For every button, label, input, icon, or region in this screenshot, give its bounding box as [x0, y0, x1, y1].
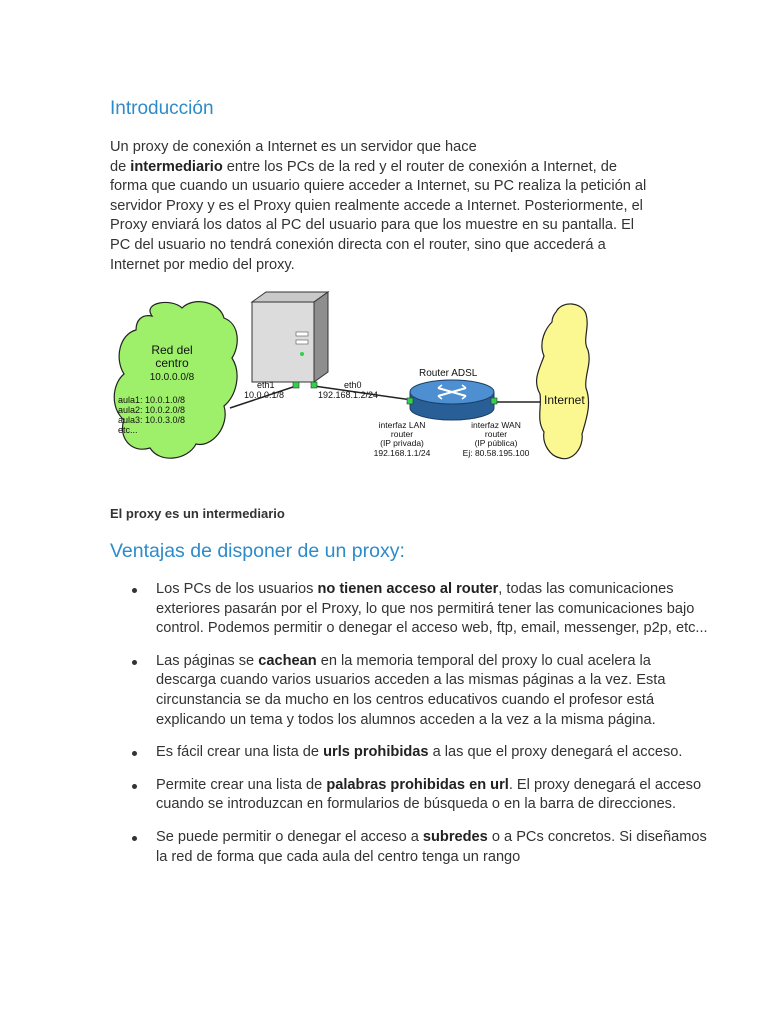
advantages-list — [110, 580, 711, 880]
eth0-name: eth0 — [344, 380, 362, 390]
intro-bold-term: intermediario — [130, 158, 223, 175]
internet-label: Internet — [544, 393, 585, 407]
item-bold: subredes — [422, 828, 488, 845]
intro-rest: entre los PCs de la red y el router de conexión a Internet, de forma que cuando un usuario quiere acceder a Internet, su PC realiza la petición al servidor Proxy y es el Proxy quien realmente accede a Internet. Posteriormente, el Proxy enviará los datos al PC del usuario para que los muestre en su pantalla. El PC del usuario no tendrá conexión directa con el router, sino que accederá a Internet por medio del proxy. — [110, 158, 647, 273]
item-bold: no tienen acceso al router — [317, 581, 499, 597]
lan-port — [407, 398, 413, 404]
router-label: Router ADSL — [419, 368, 478, 379]
cloud-etc: etc... — [118, 425, 138, 435]
list-item — [156, 828, 711, 867]
item-pre: Se puede permitir o denegar el acceso a — [156, 828, 423, 845]
list-item — [156, 776, 711, 815]
wan-line2: router — [484, 429, 508, 439]
item-pre: Los PCs de los usuarios — [156, 581, 318, 597]
bullet-icon — [132, 751, 137, 756]
cloud-aula2: aula2: 10.0.2.0/8 — [118, 405, 186, 415]
intro-line1: Un proxy de conexión a Internet es un servidor que hace — [110, 139, 477, 155]
bullet-icon — [132, 836, 137, 841]
section-title-introduccion: Introducción — [110, 98, 214, 119]
lan-line1: interfaz LAN — [378, 420, 426, 430]
list-item — [156, 743, 711, 763]
item-bold: palabras prohibidas en url — [326, 776, 509, 793]
lan-line3: (IP privada) — [380, 438, 424, 448]
item-post: . El proxy denegará el acceso cuando se introduzcan en formularios de búsqueda o en la barra de direcciones. — [156, 776, 702, 813]
cloud-aula3: aula3: 10.0.3.0/8 — [118, 415, 186, 425]
wan-line4: Ej: 80.58.195.100 — [462, 448, 530, 458]
item-post: o a PCs concretos. Si diseñamos la red de forma que cada aula del centro tenga un rango — [156, 828, 707, 865]
item-bold: cachean — [258, 652, 317, 669]
item-bold: urls prohibidas — [323, 744, 429, 761]
lan-line4: 192.168.1.1/24 — [373, 448, 431, 458]
wan-line1: interfaz WAN — [471, 420, 521, 430]
intro-pre: de — [110, 158, 131, 175]
cloud-aula1: aula1: 10.0.1.0/8 — [118, 395, 186, 405]
bullet-icon — [132, 660, 137, 665]
item-pre: Es fácil crear una lista de — [156, 744, 324, 761]
eth1-port — [293, 382, 299, 388]
item-pre: Las páginas se — [156, 652, 259, 669]
bullet-icon — [132, 784, 137, 789]
router-icon — [410, 380, 494, 420]
section-title-ventajas: Ventajas de disponer de un proxy: — [110, 540, 405, 562]
proxy-network-diagram — [112, 288, 592, 488]
bullet-icon — [132, 588, 137, 593]
item-pre: Permite crear una lista de — [156, 776, 327, 793]
cloud-title-1: Red del — [151, 343, 193, 357]
eth0-port — [311, 382, 317, 388]
cloud-network: 10.0.0.0/8 — [149, 372, 195, 383]
wan-line3: (IP pública) — [474, 438, 518, 448]
proxy-server-icon — [252, 292, 328, 382]
list-item — [156, 652, 711, 730]
item-post: a las que el proxy denegará el acceso. — [428, 744, 683, 761]
lan-line2: router — [390, 429, 414, 439]
cloud-title-2: centro — [155, 356, 189, 370]
intro-paragraph — [110, 138, 658, 275]
eth1-name: eth1 — [257, 380, 275, 390]
eth0-ip: 192.168.1.2/24 — [318, 390, 379, 400]
item-post: en la memoria temporal del proxy lo cual acelera la descarga cuando varios usuarios acceden a las mismas páginas a la vez. Esta circunstancia se da mucho en los centros educativos cuando el profesor está explicando un tema y todos los alumnos acceden a la vez a la misma página. — [156, 652, 666, 728]
item-post: , todas las comunicaciones exteriores pasarán por el Proxy, lo que nos permitirá tener las comunicaciones bajo control. Podemos permitir o denegar el acceso web, ftp, email, messenger, p2p, etc... — [156, 581, 708, 637]
internet-cloud — [537, 304, 590, 459]
figure-caption: El proxy es un intermediario — [110, 506, 285, 521]
list-item — [156, 580, 711, 639]
eth1-ip: 10.0.0.1/8 — [244, 390, 285, 400]
wan-port — [491, 398, 497, 404]
